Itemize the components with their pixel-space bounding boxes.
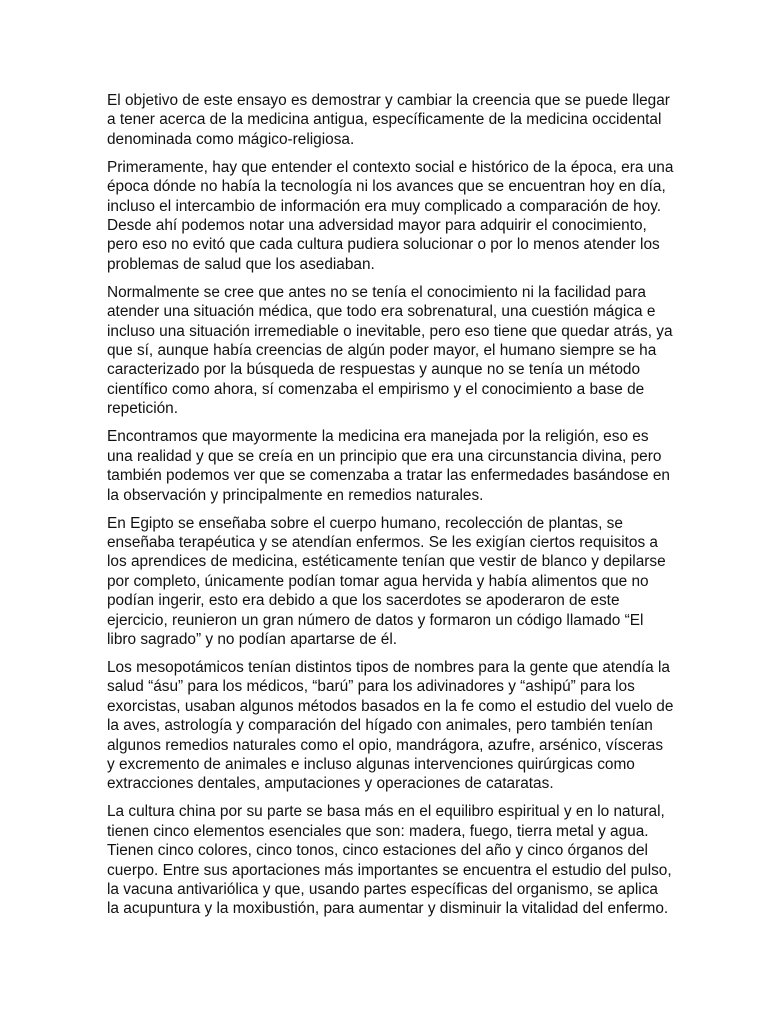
text-line: incluso una situación irremediable o inevitable, pero eso tiene que quedar atrás, ya bbox=[107, 322, 673, 340]
text-line: exorcistas, usaban algunos métodos basados en la fe como el estudio del vuelo de bbox=[107, 697, 674, 715]
text-line: Encontramos que mayormente la medicina era manejada por la religión, eso es bbox=[107, 428, 649, 446]
text-line: incluso el intercambio de información era muy complicado a comparación de hoy. bbox=[107, 197, 662, 215]
text-line: la observación y principalmente en remedios naturales. bbox=[107, 486, 484, 504]
text-line: En Egipto se enseñaba sobre el cuerpo humano, recolección de plantas, se bbox=[107, 514, 623, 532]
text-line: y excremento de animales e incluso algunas intervenciones quirúrgicas como bbox=[107, 755, 635, 773]
text-line: también podemos ver que se comenzaba a tratar las enfermedades basándose en bbox=[107, 467, 670, 485]
document-body bbox=[107, 91, 674, 927]
text-line: repetición. bbox=[107, 400, 179, 418]
text-line: científico como ahora, sí comenzaba el empirismo y el conocimiento a base de bbox=[107, 380, 645, 398]
text-line: caracterizado por la búsqueda de respuestas y aunque no se tenía un método bbox=[107, 361, 641, 379]
text-line: algunos remedios naturales como el opio, mandrágora, azufre, arsénico, vísceras bbox=[107, 736, 664, 754]
paragraph-7 bbox=[107, 802, 672, 918]
text-line: salud “ásu” para los médicos, “barú” para los adivinadores y “ashipú” para los bbox=[107, 678, 635, 696]
text-line: tienen cinco elementos esenciales que son: madera, fuego, tierra metal y agua. bbox=[107, 822, 649, 840]
text-line: a tener acerca de la medicina antigua, específicamente de la medicina occidental bbox=[107, 111, 662, 129]
text-line: extracciones dentales, amputaciones y operaciones de cataratas. bbox=[107, 775, 554, 793]
text-line: Primeramente, hay que entender el contexto social e histórico de la época, era una bbox=[107, 158, 674, 176]
text-line: la vacuna antivariólica y que, usando partes específicas del organismo, se aplica bbox=[107, 881, 658, 898]
text-line: ejercicio, reunieron un gran número de datos y formaron un código llamado “El bbox=[107, 611, 644, 629]
text-line: enseñaba terapéutica y se atendían enfermos. Se les exigían ciertos requisitos a bbox=[107, 533, 658, 551]
paragraph-3 bbox=[107, 283, 673, 419]
paragraph-2 bbox=[107, 158, 674, 274]
text-line: la acupuntura y la moxibustión, para aumentar y disminuir la vitalidad del enfermo. bbox=[107, 900, 669, 918]
text-line: El objetivo de este ensayo es demostrar y cambiar la creencia que se puede llegar bbox=[107, 92, 670, 109]
text-line: cuerpo. Entre sus aportaciones más importantes se encuentra el estudio del pulso, bbox=[107, 861, 672, 879]
text-line: Los mesopotámicos tenían distintos tipos de nombres para la gente que atendía la bbox=[107, 658, 670, 676]
text-line: época dónde no había la tecnología ni los avances que se encuentran hoy en día, bbox=[107, 178, 666, 196]
text-line: una realidad y que se creía en un principio que era una circunstancia divina, pero bbox=[107, 447, 662, 465]
text-line: libro sagrado” y no podían apartarse de él. bbox=[107, 630, 398, 648]
text-line: los aprendices de medicina, estéticamente tenían que vestir de blanco y depilarse bbox=[107, 553, 666, 571]
paragraph-6 bbox=[107, 658, 674, 794]
paragraph-4 bbox=[107, 427, 670, 505]
text-line: atender una situación médica, que todo era sobrenatural, una cuestión mágica e bbox=[107, 303, 656, 321]
paragraph-1 bbox=[107, 91, 670, 149]
text-line: Desde ahí podemos notar una adversidad mayor para adquirir el conocimiento, bbox=[107, 217, 647, 235]
text-line: que sí, aunque había creencias de algún poder mayor, el humano siempre se ha bbox=[107, 342, 657, 360]
text-line: la aves, astrología y comparación del hígado con animales, pero también tenían bbox=[107, 717, 653, 735]
text-line: problemas de salud que los asediaban. bbox=[107, 255, 375, 273]
text-line: Tienen cinco colores, cinco tonos, cinco estaciones del año y cinco órganos del bbox=[107, 842, 648, 860]
text-line: La cultura china por su parte se basa más en el equilibro espiritual y en lo natural, bbox=[107, 803, 665, 821]
paragraph-5 bbox=[107, 514, 666, 650]
text-line: denominada como mágico-religiosa. bbox=[107, 130, 355, 148]
text-line: podían ingerir, esto era debido a que los sacerdotes se apoderaron de este bbox=[107, 592, 620, 610]
text-line: pero eso no evitó que cada cultura pudiera solucionar o por lo menos atender los bbox=[107, 236, 660, 254]
text-line: por completo, únicamente podían tomar agua hervida y había alimentos que no bbox=[107, 572, 649, 590]
text-line: Normalmente se cree que antes no se tenía el conocimiento ni la facilidad para bbox=[107, 283, 646, 301]
